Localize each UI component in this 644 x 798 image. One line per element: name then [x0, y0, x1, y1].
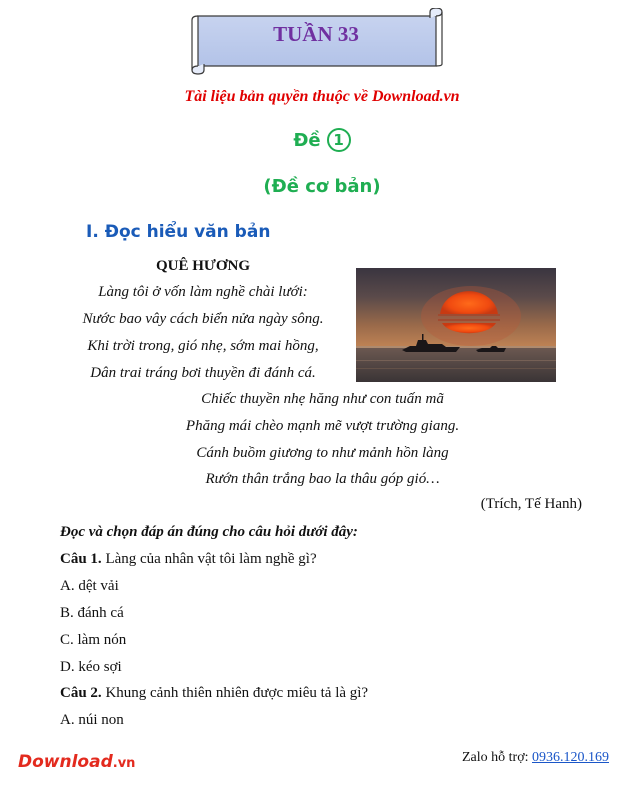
- section-title: I. Đọc hiểu văn bản: [86, 222, 271, 242]
- poem-line: Làng tôi ở vốn làm nghề chài lưới:: [98, 284, 308, 300]
- question-1-text: Làng của nhân vật tôi làm nghề gì?: [101, 551, 317, 567]
- download-logo[interactable]: [18, 752, 135, 772]
- answer-option[interactable]: C. làm nón: [60, 632, 127, 648]
- exam-title: [0, 128, 644, 152]
- poem-line: Rướn thân trắng bao la thâu góp gió…: [205, 471, 440, 487]
- poem-title: QUÊ HƯƠNG: [155, 258, 251, 274]
- copyright-notice: Tài liệu bản quyền thuộc về Download.vn: [184, 88, 460, 105]
- answer-option[interactable]: B. đánh cá: [60, 605, 124, 621]
- poem-line: Phăng mái chèo mạnh mẽ vượt trường giang.: [185, 418, 460, 434]
- exam-title-text: Đề: [293, 130, 321, 151]
- question-2-label: Câu 2.: [60, 685, 102, 701]
- answer-option[interactable]: D. kéo sợi: [60, 659, 122, 675]
- question-2-text: Khung cảnh thiên nhiên được miêu tả là gì?: [101, 685, 369, 701]
- zalo-phone-link[interactable]: 0936.120.169: [532, 750, 609, 765]
- week-banner: [188, 8, 444, 78]
- poem-author: (Trích, Tế Hanh): [480, 496, 582, 512]
- exam-subtitle: (Đề cơ bản): [263, 176, 381, 197]
- sunset-boat-photo: [356, 268, 556, 382]
- question-instruction: Đọc và chọn đáp án đúng cho câu hỏi dưới đây:: [60, 524, 358, 540]
- question-2: [60, 685, 368, 702]
- poem-line: Dân trai tráng bơi thuyền đi đánh cá.: [90, 365, 316, 381]
- answer-option[interactable]: A. núi non: [60, 712, 124, 728]
- zalo-support: [462, 750, 609, 766]
- poem-line: Chiếc thuyền nhẹ hăng như con tuấn mã: [201, 391, 444, 407]
- poem-line: Khi trời trong, gió nhẹ, sớm mai hồng,: [87, 338, 319, 354]
- week-title: TUẦN 33: [273, 22, 359, 46]
- exam-number-badge: 1: [327, 128, 351, 152]
- question-1: [60, 551, 317, 568]
- answer-option[interactable]: A. dệt vải: [60, 578, 119, 594]
- poem-line: Nước bao vây cách biển nửa ngày sông.: [82, 311, 324, 327]
- sunset-illustration: [356, 268, 556, 382]
- poem-line: Cánh buồm giương to như mảnh hồn làng: [196, 445, 449, 461]
- logo-suffix: .vn: [112, 756, 136, 771]
- zalo-label: Zalo hỗ trợ:: [462, 750, 532, 765]
- logo-main: Download: [18, 752, 113, 772]
- question-1-label: Câu 1.: [60, 551, 102, 567]
